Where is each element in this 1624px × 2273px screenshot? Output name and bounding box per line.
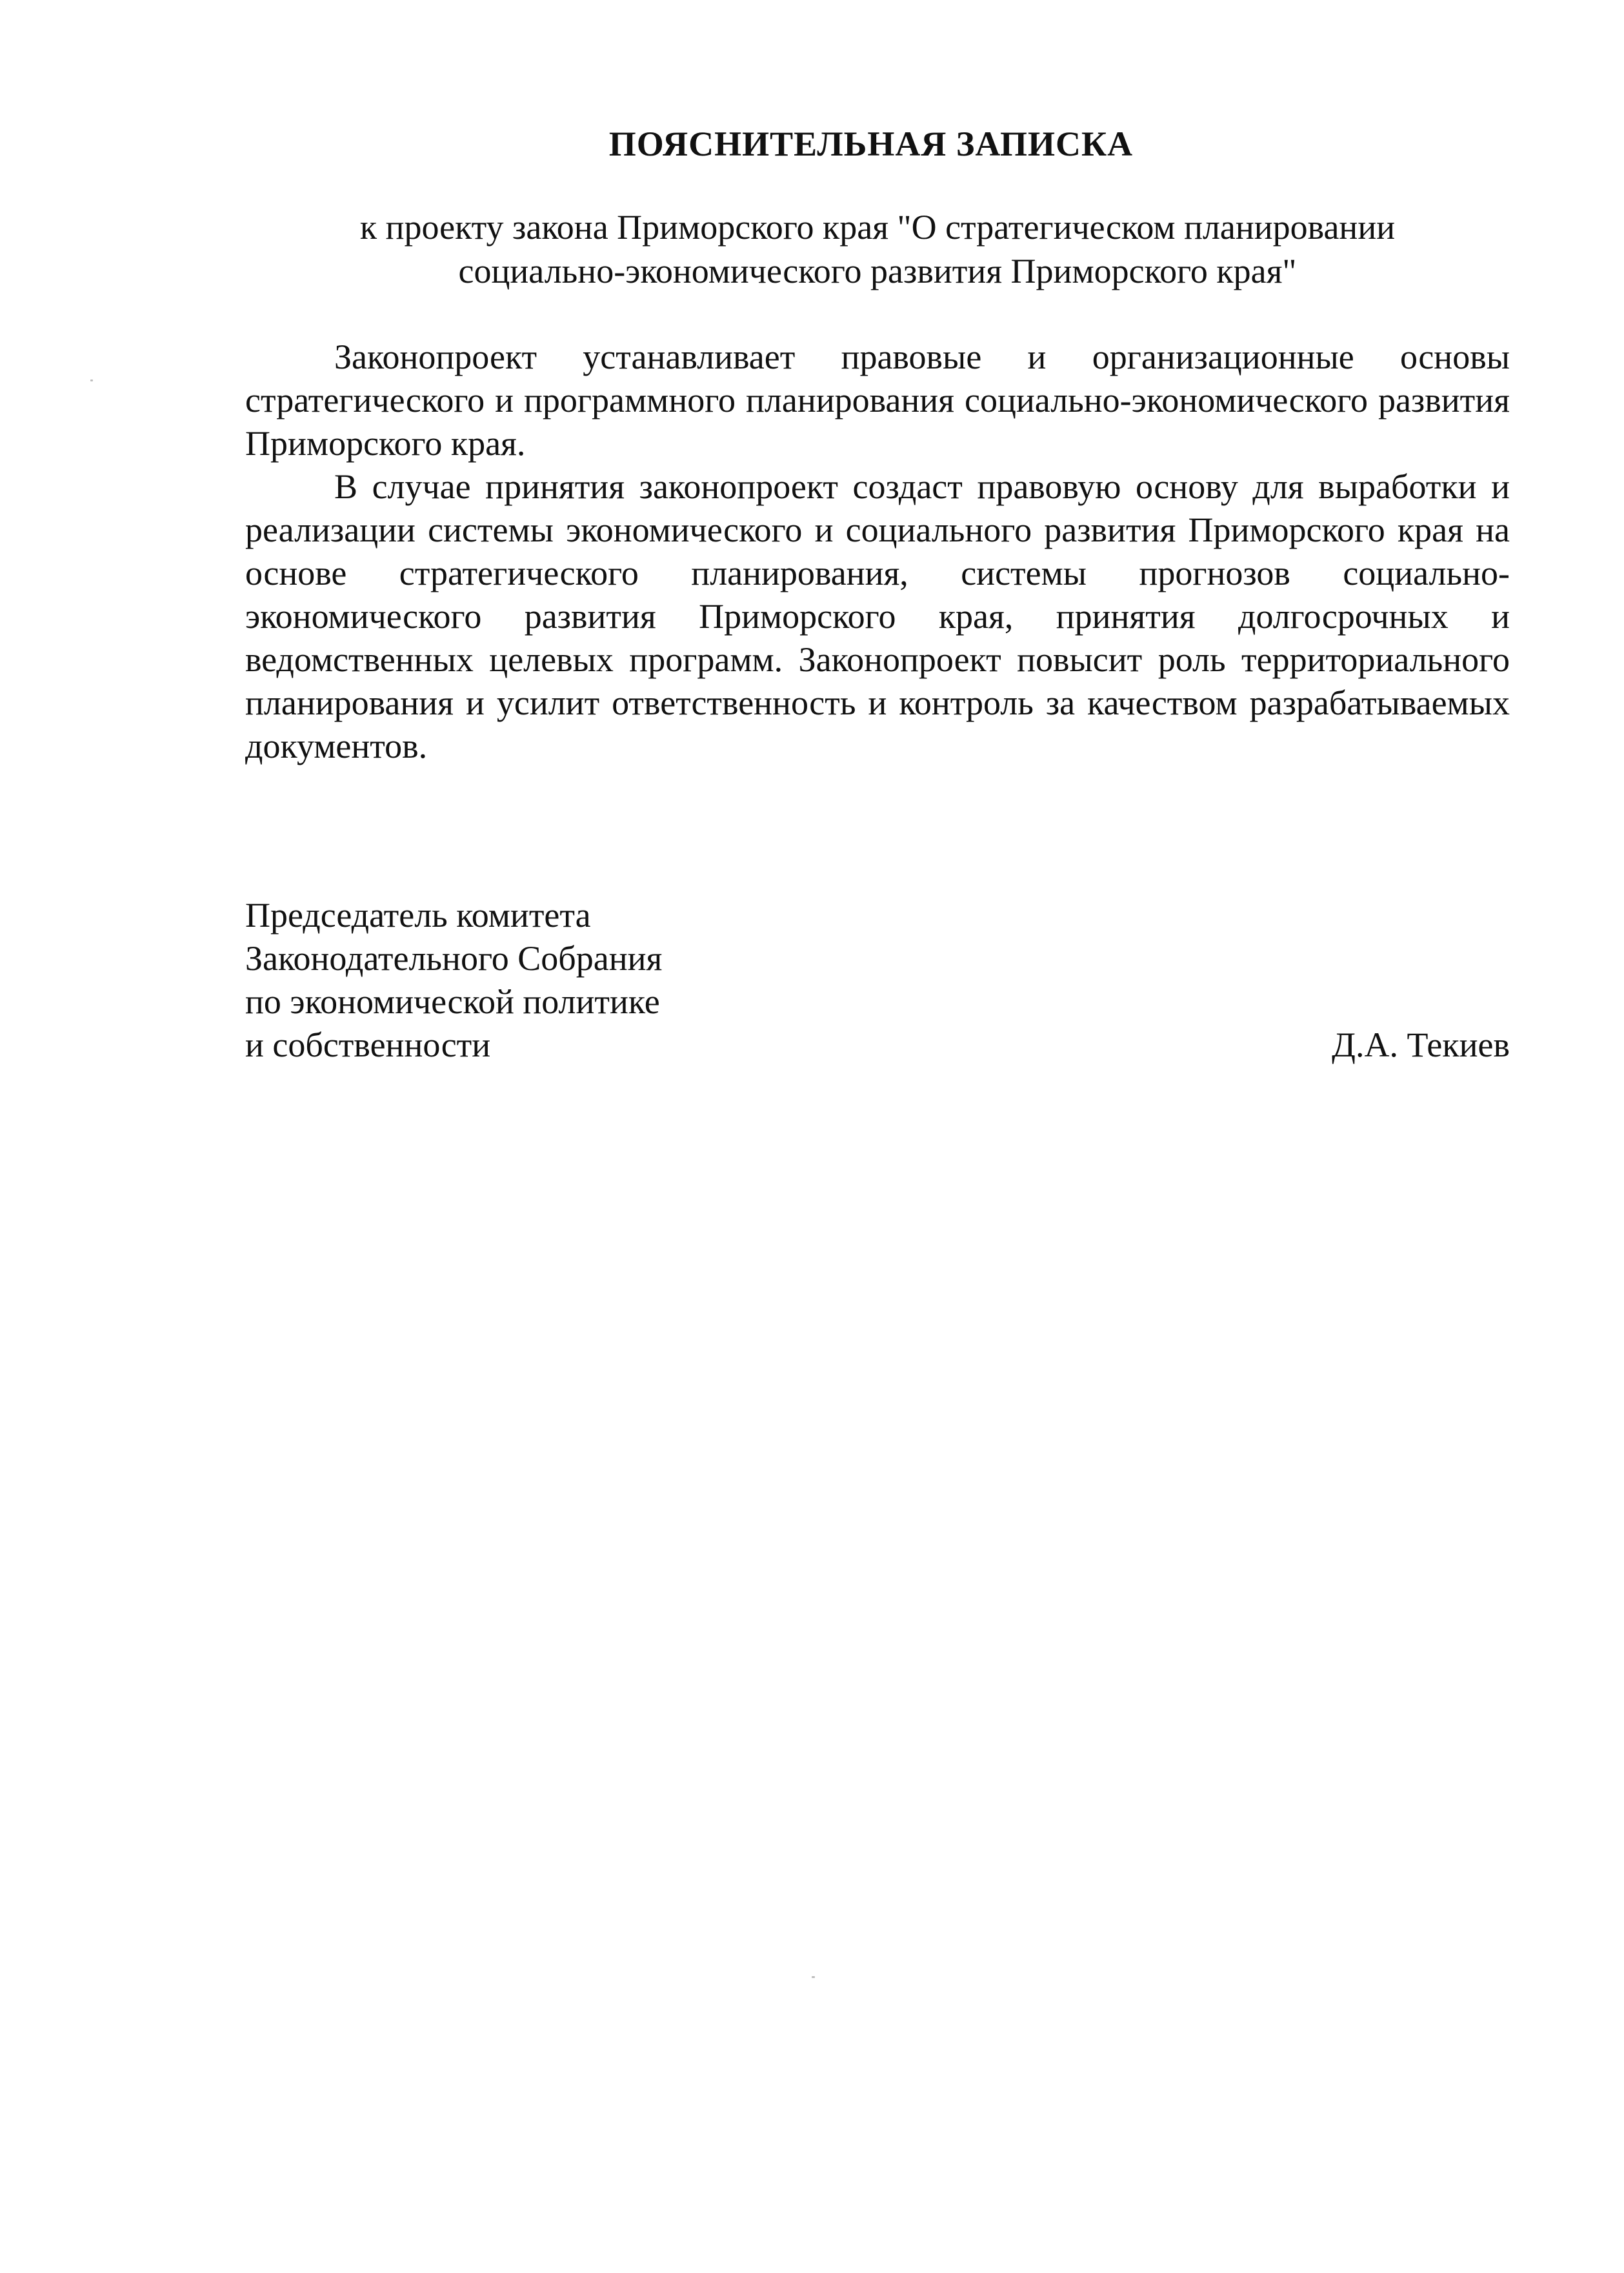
signature-block — [245, 894, 1510, 1067]
signer-position-line-1: Председатель комитета — [245, 896, 591, 934]
signer-position — [245, 894, 1510, 1067]
signer-name: Д.А. Текиев — [1332, 1025, 1510, 1064]
scan-artifact-dot — [90, 379, 93, 381]
document-subtitle — [245, 205, 1510, 293]
scan-artifact-dot — [812, 1976, 815, 1978]
document-body — [245, 336, 1510, 768]
document-title: ПОЯСНИТЕЛЬНАЯ ЗАПИСКА — [608, 125, 1134, 163]
subtitle-line-2: социально-экономического развития Приморского края" — [458, 252, 1297, 290]
signer-position-line-4: и собственности — [245, 1025, 491, 1064]
body-paragraph-1: Законопроект устанавливает правовые и организационные основы стратегического и программного планирования социально-экономического развития Приморского края. — [245, 338, 1510, 463]
body-paragraph-2: В случае принятия законопроект создаст правовую основу для выработки и реализации системы экономического и социального развития Приморского края на основе стратегического планирования, системы прогнозов социально-экономического развития Приморского края, принятия долгосрочных и ведомственных целевых программ. Законопроект повысит роль территориального планирования и усилит ответственность и контроль за качеством разрабатываемых документов. — [245, 467, 1510, 765]
signer-position-line-3: по экономической политике — [245, 982, 660, 1021]
subtitle-line-1: к проекту закона Приморского края "О стратегическом планировании — [359, 208, 1396, 247]
signer-position-line-2: Законодательного Собрания — [245, 939, 663, 978]
